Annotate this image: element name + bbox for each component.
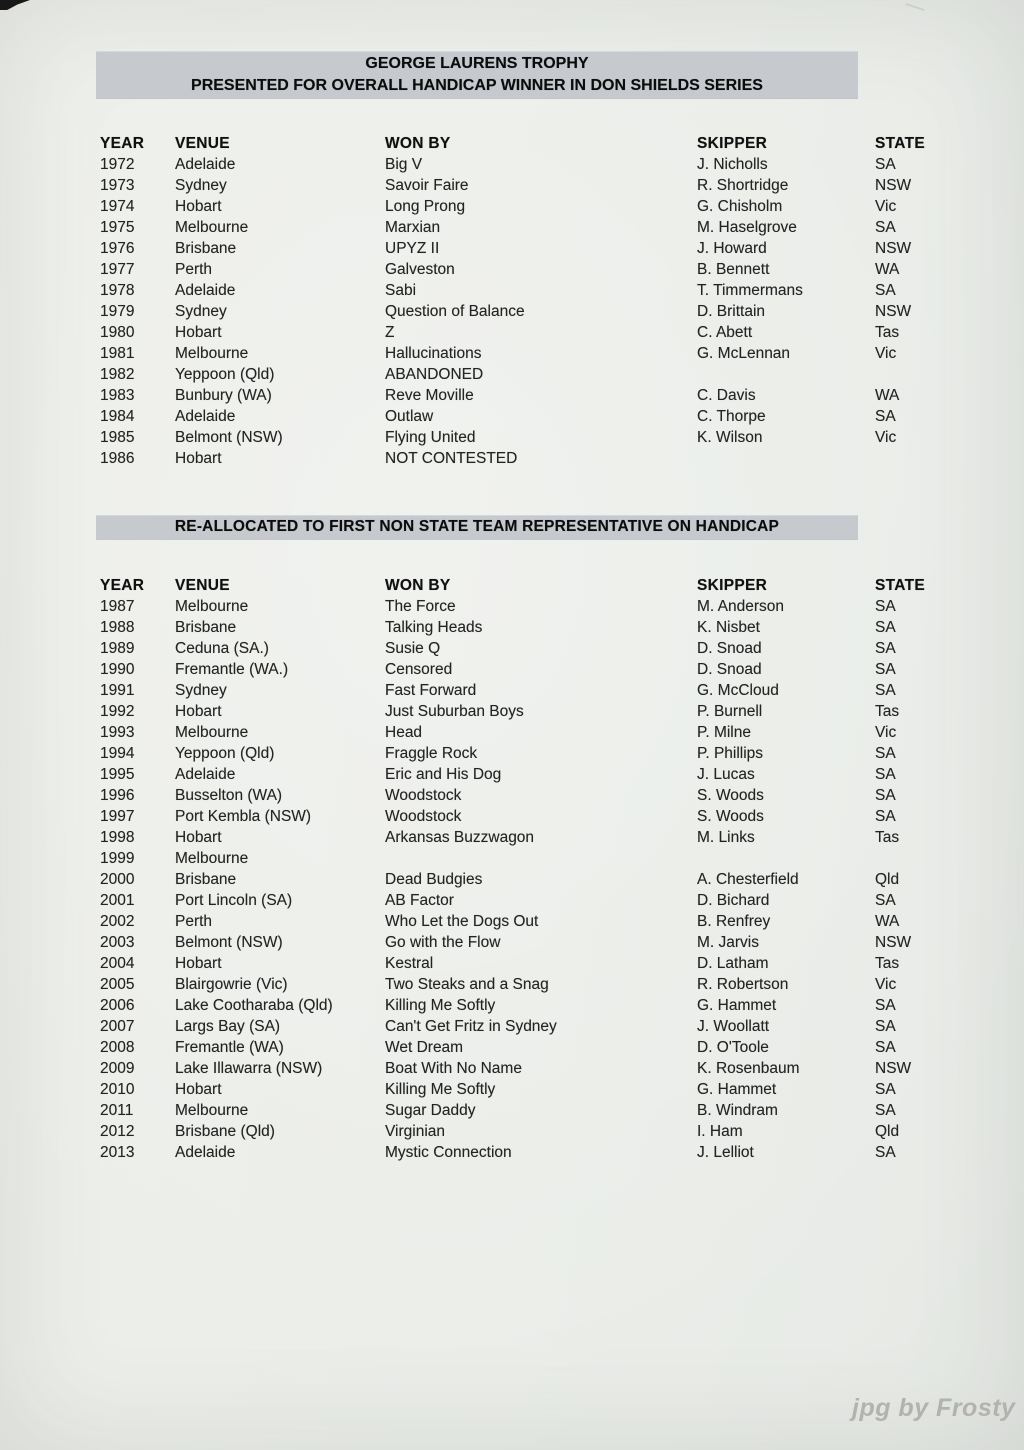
scan-artifact-scratch bbox=[905, 3, 925, 11]
cell-skipper: P. Burnell bbox=[697, 703, 763, 720]
table-row bbox=[100, 259, 940, 280]
cell-state: SA bbox=[875, 1018, 896, 1035]
cell-year: 1985 bbox=[100, 429, 135, 446]
cell-state: SA bbox=[875, 1102, 896, 1119]
cell-won-by: Just Suburban Boys bbox=[385, 703, 524, 720]
cell-skipper: G. McLennan bbox=[697, 345, 791, 362]
cell-state: SA bbox=[875, 619, 896, 636]
cell-state: Vic bbox=[875, 345, 897, 362]
cell-state: Vic bbox=[875, 724, 897, 741]
cell-venue: Adelaide bbox=[175, 1144, 236, 1161]
cell-venue: Lake Cootharaba (Qld) bbox=[175, 997, 333, 1014]
cell-won-by: ABANDONED bbox=[385, 366, 484, 383]
cell-won-by: Kestral bbox=[385, 955, 434, 972]
cell-year: 1991 bbox=[100, 682, 135, 699]
cell-venue: Adelaide bbox=[175, 408, 236, 425]
cell-year: 1992 bbox=[100, 703, 135, 720]
cell-year: 1995 bbox=[100, 766, 135, 783]
column-header-skipper: SKIPPER bbox=[697, 577, 768, 594]
cell-won-by: Fraggle Rock bbox=[385, 745, 478, 762]
cell-state: SA bbox=[875, 892, 896, 909]
cell-year: 1996 bbox=[100, 787, 135, 804]
cell-skipper: J. Nicholls bbox=[697, 156, 768, 173]
cell-won-by: Can't Get Fritz in Sydney bbox=[385, 1018, 557, 1035]
cell-year: 2004 bbox=[100, 955, 135, 972]
cell-year: 1976 bbox=[100, 240, 135, 257]
cell-won-by: Mystic Connection bbox=[385, 1144, 512, 1161]
cell-skipper: B. Windram bbox=[697, 1102, 778, 1119]
table-row bbox=[100, 869, 940, 890]
cell-skipper: G. McCloud bbox=[697, 682, 779, 699]
cell-skipper: B. Renfrey bbox=[697, 913, 771, 930]
cell-state: SA bbox=[875, 408, 896, 425]
cell-year: 1977 bbox=[100, 261, 135, 278]
table-row bbox=[100, 617, 940, 638]
cell-skipper: K. Nisbet bbox=[697, 619, 760, 636]
cell-skipper: C. Thorpe bbox=[697, 408, 766, 425]
cell-state bbox=[875, 364, 936, 385]
cell-skipper: D. Bichard bbox=[697, 892, 770, 909]
table-row bbox=[100, 1058, 940, 1079]
cell-year: 1987 bbox=[100, 598, 135, 615]
cell-skipper: G. Hammet bbox=[697, 997, 777, 1014]
table-row bbox=[100, 932, 940, 953]
table-row bbox=[100, 701, 940, 722]
cell-won-by: Hallucinations bbox=[385, 345, 482, 362]
cell-venue: Melbourne bbox=[175, 1102, 249, 1119]
cell-won-by: Dead Budgies bbox=[385, 871, 483, 888]
cell-state: SA bbox=[875, 997, 896, 1014]
cell-year: 1997 bbox=[100, 808, 135, 825]
cell-year: 1988 bbox=[100, 619, 135, 636]
cell-venue: Adelaide bbox=[175, 156, 236, 173]
cell-venue: Hobart bbox=[175, 703, 222, 720]
cell-year: 2007 bbox=[100, 1018, 135, 1035]
cell-won-by: Galveston bbox=[385, 261, 455, 278]
cell-state: NSW bbox=[875, 177, 912, 194]
cell-skipper: P. Phillips bbox=[697, 745, 764, 762]
table-row bbox=[100, 806, 940, 827]
cell-venue: Hobart bbox=[175, 1081, 222, 1098]
cell-skipper: D. Latham bbox=[697, 955, 769, 972]
cell-skipper: M. Links bbox=[697, 829, 755, 846]
cell-skipper: C. Davis bbox=[697, 387, 756, 404]
cell-venue: Yeppoon (Qld) bbox=[175, 366, 275, 383]
cell-skipper: D. Snoad bbox=[697, 640, 762, 657]
cell-state: NSW bbox=[875, 303, 912, 320]
cell-state: NSW bbox=[875, 934, 912, 951]
cell-won-by: NOT CONTESTED bbox=[385, 450, 518, 467]
cell-won-by bbox=[385, 848, 697, 869]
cell-year: 1994 bbox=[100, 745, 135, 762]
cell-skipper: K. Rosenbaum bbox=[697, 1060, 800, 1077]
table-row bbox=[100, 1037, 940, 1058]
cell-skipper: G. Hammet bbox=[697, 1081, 777, 1098]
column-header-skipper: SKIPPER bbox=[697, 135, 768, 152]
table-row bbox=[100, 343, 940, 364]
cell-venue: Brisbane bbox=[175, 871, 237, 888]
cell-won-by: Go with the Flow bbox=[385, 934, 501, 951]
cell-venue: Hobart bbox=[175, 198, 222, 215]
cell-won-by: Outlaw bbox=[385, 408, 434, 425]
cell-state: SA bbox=[875, 766, 896, 783]
section-title: RE-ALLOCATED TO FIRST NON STATE TEAM REPRESENTATIVE ON HANDICAP bbox=[174, 518, 780, 535]
cell-skipper: M. Anderson bbox=[697, 598, 785, 615]
table-row bbox=[100, 785, 940, 806]
cell-venue: Sydney bbox=[175, 177, 227, 194]
scan-artifact-corner bbox=[0, 0, 30, 10]
cell-state: SA bbox=[875, 1144, 896, 1161]
cell-state: SA bbox=[875, 156, 896, 173]
cell-won-by: Virginian bbox=[385, 1123, 446, 1140]
cell-skipper: D. O'Toole bbox=[697, 1039, 769, 1056]
cell-venue: Brisbane bbox=[175, 240, 237, 257]
cell-skipper: S. Woods bbox=[697, 787, 764, 804]
cell-won-by: Savoir Faire bbox=[385, 177, 469, 194]
cell-year: 1974 bbox=[100, 198, 135, 215]
table-row bbox=[100, 848, 940, 869]
cell-venue: Belmont (NSW) bbox=[175, 429, 283, 446]
cell-state: SA bbox=[875, 1081, 896, 1098]
cell-venue: Port Lincoln (SA) bbox=[175, 892, 293, 909]
cell-skipper: R. Robertson bbox=[697, 976, 789, 993]
table-row bbox=[100, 238, 940, 259]
table-row bbox=[100, 427, 940, 448]
section-title-bar bbox=[96, 515, 858, 539]
cell-won-by: Z bbox=[385, 324, 395, 341]
cell-year: 2002 bbox=[100, 913, 135, 930]
cell-state: Tas bbox=[875, 324, 900, 341]
cell-year: 1978 bbox=[100, 282, 135, 299]
cell-won-by: The Force bbox=[385, 598, 456, 615]
cell-year: 1972 bbox=[100, 156, 135, 173]
watermark-text: jpg by Frosty bbox=[852, 1394, 1016, 1422]
cell-state: Vic bbox=[875, 976, 897, 993]
table-row bbox=[100, 1100, 940, 1121]
cell-won-by: Reve Moville bbox=[385, 387, 474, 404]
cell-won-by: Two Steaks and a Snag bbox=[385, 976, 549, 993]
cell-skipper bbox=[697, 448, 875, 469]
cell-won-by: Eric and His Dog bbox=[385, 766, 502, 783]
cell-state: SA bbox=[875, 661, 896, 678]
cell-venue: Fremantle (WA) bbox=[175, 1039, 284, 1056]
cell-skipper: P. Milne bbox=[697, 724, 751, 741]
cell-won-by: Killing Me Softly bbox=[385, 1081, 496, 1098]
table-row bbox=[100, 1016, 940, 1037]
cell-venue: Largs Bay (SA) bbox=[175, 1018, 281, 1035]
table-row bbox=[100, 764, 940, 785]
cell-won-by: Woodstock bbox=[385, 808, 462, 825]
table-row bbox=[100, 301, 940, 322]
cell-won-by: Who Let the Dogs Out bbox=[385, 913, 539, 930]
cell-state: Vic bbox=[875, 198, 897, 215]
cell-won-by: Marxian bbox=[385, 219, 441, 236]
cell-skipper: I. Ham bbox=[697, 1123, 743, 1140]
cell-venue: Perth bbox=[175, 913, 213, 930]
cell-won-by: Killing Me Softly bbox=[385, 997, 496, 1014]
cell-state: Tas bbox=[875, 955, 900, 972]
cell-state: SA bbox=[875, 282, 896, 299]
table-row bbox=[100, 322, 940, 343]
table-row bbox=[100, 154, 940, 175]
cell-state: WA bbox=[875, 261, 900, 278]
cell-venue: Lake Illawarra (NSW) bbox=[175, 1060, 323, 1077]
cell-won-by: Sugar Daddy bbox=[385, 1102, 476, 1119]
cell-venue: Adelaide bbox=[175, 766, 236, 783]
cell-venue: Yeppoon (Qld) bbox=[175, 745, 275, 762]
cell-year: 1973 bbox=[100, 177, 135, 194]
cell-venue: Hobart bbox=[175, 829, 222, 846]
cell-venue: Hobart bbox=[175, 450, 222, 467]
table-row bbox=[100, 974, 940, 995]
cell-year: 2000 bbox=[100, 871, 135, 888]
cell-skipper: J. Lelliot bbox=[697, 1144, 754, 1161]
cell-won-by: Wet Dream bbox=[385, 1039, 464, 1056]
cell-state: WA bbox=[875, 913, 900, 930]
cell-skipper: K. Wilson bbox=[697, 429, 763, 446]
column-header-state: STATE bbox=[875, 135, 926, 152]
cell-skipper: R. Shortridge bbox=[697, 177, 789, 194]
table-row bbox=[100, 406, 940, 427]
cell-venue: Hobart bbox=[175, 324, 222, 341]
cell-won-by: Censored bbox=[385, 661, 453, 678]
cell-venue: Melbourne bbox=[175, 724, 249, 741]
table-row bbox=[100, 659, 940, 680]
cell-year: 2005 bbox=[100, 976, 135, 993]
cell-skipper: A. Chesterfield bbox=[697, 871, 799, 888]
column-header-year: YEAR bbox=[100, 135, 145, 152]
cell-year: 1979 bbox=[100, 303, 135, 320]
cell-year: 2006 bbox=[100, 997, 135, 1014]
table-row bbox=[100, 596, 940, 617]
cell-skipper bbox=[697, 364, 875, 385]
cell-state: SA bbox=[875, 787, 896, 804]
cell-won-by: Fast Forward bbox=[385, 682, 477, 699]
cell-venue: Port Kembla (NSW) bbox=[175, 808, 312, 825]
cell-skipper bbox=[697, 848, 875, 869]
cell-state: SA bbox=[875, 640, 896, 657]
cell-venue: Fremantle (WA.) bbox=[175, 661, 289, 678]
table-row bbox=[100, 722, 940, 743]
cell-state: SA bbox=[875, 682, 896, 699]
table-row bbox=[100, 680, 940, 701]
cell-year: 1989 bbox=[100, 640, 135, 657]
cell-won-by: UPYZ II bbox=[385, 240, 440, 257]
cell-venue: Sydney bbox=[175, 303, 227, 320]
table-row bbox=[100, 743, 940, 764]
cell-venue: Adelaide bbox=[175, 282, 236, 299]
cell-won-by: Flying United bbox=[385, 429, 476, 446]
table-row bbox=[100, 995, 940, 1016]
cell-won-by: Talking Heads bbox=[385, 619, 483, 636]
table-row bbox=[100, 448, 940, 469]
cell-year: 1999 bbox=[100, 850, 135, 867]
cell-year: 2010 bbox=[100, 1081, 135, 1098]
cell-year: 2001 bbox=[100, 892, 135, 909]
cell-skipper: J. Lucas bbox=[697, 766, 755, 783]
cell-year: 2013 bbox=[100, 1144, 135, 1161]
cell-state: WA bbox=[875, 387, 900, 404]
table-row bbox=[100, 1079, 940, 1100]
cell-skipper: J. Howard bbox=[697, 240, 767, 257]
cell-won-by: AB Factor bbox=[385, 892, 454, 909]
cell-venue: Belmont (NSW) bbox=[175, 934, 283, 951]
cell-venue: Brisbane (Qld) bbox=[175, 1123, 275, 1140]
cell-venue: Bunbury (WA) bbox=[175, 387, 272, 404]
table-row bbox=[100, 1121, 940, 1142]
cell-state: Vic bbox=[875, 429, 897, 446]
table-row bbox=[100, 1142, 940, 1163]
cell-state: NSW bbox=[875, 240, 912, 257]
cell-state: SA bbox=[875, 745, 896, 762]
cell-year: 2012 bbox=[100, 1123, 135, 1140]
cell-won-by: Question of Balance bbox=[385, 303, 525, 320]
column-header-venue: VENUE bbox=[175, 577, 230, 594]
cell-state: Tas bbox=[875, 829, 900, 846]
table-row bbox=[100, 638, 940, 659]
cell-won-by: Head bbox=[385, 724, 423, 741]
table-row bbox=[100, 217, 940, 238]
cell-state: SA bbox=[875, 1039, 896, 1056]
cell-year: 2009 bbox=[100, 1060, 135, 1077]
table-row bbox=[100, 827, 940, 848]
cell-state: NSW bbox=[875, 1060, 912, 1077]
cell-state bbox=[875, 848, 936, 869]
cell-year: 1980 bbox=[100, 324, 135, 341]
cell-year: 1983 bbox=[100, 387, 135, 404]
cell-year: 1981 bbox=[100, 345, 135, 362]
table-row bbox=[100, 890, 940, 911]
table-row bbox=[100, 196, 940, 217]
table-row bbox=[100, 364, 940, 385]
cell-skipper: C. Abett bbox=[697, 324, 753, 341]
cell-won-by: Arkansas Buzzwagon bbox=[385, 829, 535, 846]
cell-state: SA bbox=[875, 808, 896, 825]
cell-venue: Melbourne bbox=[175, 598, 249, 615]
cell-year: 1982 bbox=[100, 366, 135, 383]
cell-won-by: Long Prong bbox=[385, 198, 466, 215]
cell-skipper: S. Woods bbox=[697, 808, 764, 825]
table-header-row bbox=[100, 133, 940, 154]
cell-won-by: Woodstock bbox=[385, 787, 462, 804]
table-rows-container bbox=[100, 154, 940, 469]
table-rows-container bbox=[100, 596, 940, 1163]
cell-state: SA bbox=[875, 219, 896, 236]
cell-year: 1986 bbox=[100, 450, 135, 467]
document-title: GEORGE LAURENS TROPHY bbox=[365, 55, 589, 72]
column-header-state: STATE bbox=[875, 577, 926, 594]
column-header-won-by: WON BY bbox=[385, 135, 451, 152]
cell-skipper: D. Brittain bbox=[697, 303, 766, 320]
cell-state: Qld bbox=[875, 871, 900, 888]
cell-year: 2008 bbox=[100, 1039, 135, 1056]
cell-won-by: Big V bbox=[385, 156, 423, 173]
cell-state: Qld bbox=[875, 1123, 900, 1140]
cell-venue: Melbourne bbox=[175, 850, 249, 867]
table-header-row bbox=[100, 575, 940, 596]
cell-skipper: J. Woollatt bbox=[697, 1018, 770, 1035]
table-row bbox=[100, 911, 940, 932]
cell-year: 1990 bbox=[100, 661, 135, 678]
cell-venue: Perth bbox=[175, 261, 213, 278]
cell-year: 2003 bbox=[100, 934, 135, 951]
cell-state: SA bbox=[875, 598, 896, 615]
cell-skipper: M. Haselgrove bbox=[697, 219, 797, 236]
cell-venue: Busselton (WA) bbox=[175, 787, 283, 804]
cell-won-by: Boat With No Name bbox=[385, 1060, 522, 1077]
cell-venue: Hobart bbox=[175, 955, 222, 972]
trophy-table-1972-1986 bbox=[100, 133, 940, 469]
cell-skipper: M. Jarvis bbox=[697, 934, 759, 951]
document-subtitle: PRESENTED FOR OVERALL HANDICAP WINNER IN DON SHIELDS SERIES bbox=[191, 77, 763, 94]
cell-venue: Blairgowrie (Vic) bbox=[175, 976, 288, 993]
column-header-year: YEAR bbox=[100, 577, 145, 594]
cell-won-by: Sabi bbox=[385, 282, 417, 299]
cell-skipper: D. Snoad bbox=[697, 661, 762, 678]
cell-year: 1998 bbox=[100, 829, 135, 846]
column-header-won-by: WON BY bbox=[385, 577, 451, 594]
cell-venue: Brisbane bbox=[175, 619, 237, 636]
cell-skipper: T. Timmermans bbox=[697, 282, 803, 299]
table-row bbox=[100, 280, 940, 301]
column-header-venue: VENUE bbox=[175, 135, 230, 152]
document-title-bar bbox=[96, 51, 858, 98]
cell-venue: Sydney bbox=[175, 682, 227, 699]
table-row bbox=[100, 385, 940, 406]
cell-state bbox=[875, 448, 936, 469]
cell-year: 2011 bbox=[100, 1102, 134, 1119]
cell-state: Tas bbox=[875, 703, 900, 720]
cell-venue: Melbourne bbox=[175, 345, 249, 362]
cell-skipper: B. Bennett bbox=[697, 261, 770, 278]
table-row bbox=[100, 953, 940, 974]
cell-venue: Melbourne bbox=[175, 219, 249, 236]
cell-skipper: G. Chisholm bbox=[697, 198, 783, 215]
cell-year: 1993 bbox=[100, 724, 135, 741]
cell-venue: Ceduna (SA.) bbox=[175, 640, 269, 657]
cell-won-by: Susie Q bbox=[385, 640, 441, 657]
cell-year: 1984 bbox=[100, 408, 135, 425]
cell-year: 1975 bbox=[100, 219, 135, 236]
trophy-table-1987-2013 bbox=[100, 575, 940, 1163]
table-row bbox=[100, 175, 940, 196]
